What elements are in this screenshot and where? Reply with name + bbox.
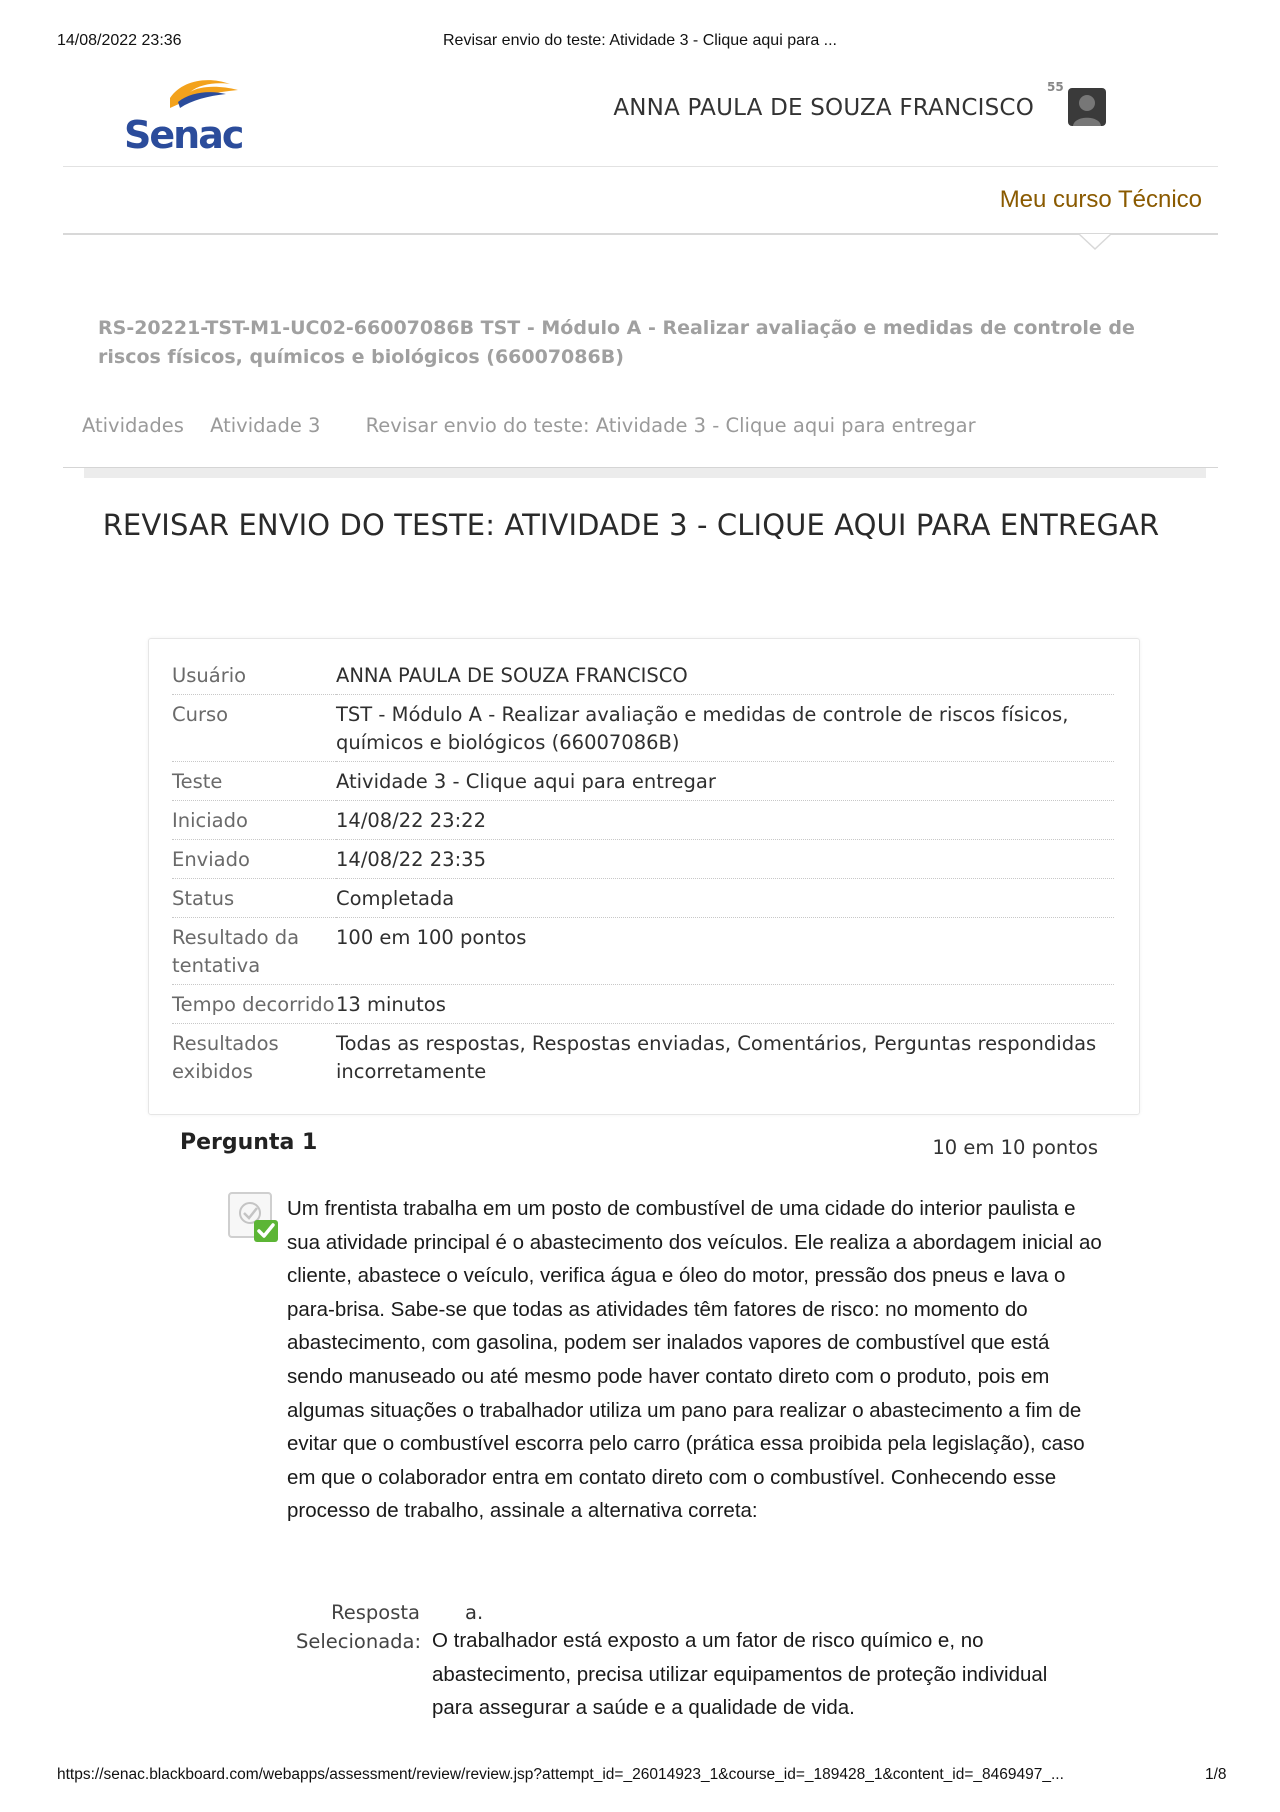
selected-answer-text: O trabalhador está exposto a um fator de risco químico e, no abastecimento, precisa utilizar equipamentos de proteção individual para assegurar a saúde e a qualidade de vida.	[432, 1629, 1048, 1720]
print-page-number: 1/8	[1205, 1766, 1227, 1783]
question-title: Pergunta 1	[180, 1130, 318, 1155]
header-divider	[63, 166, 1218, 167]
detail-value: 13 minutos	[336, 985, 1114, 1024]
print-url: https://senac.blackboard.com/webapps/assessment/review/review.jsp?attempt_id=_26014923_1&course_id=_189428_1&content_id=_8469497_...	[57, 1766, 1064, 1783]
selected-answer-label-text: Resposta Selecionada:	[296, 1601, 422, 1653]
question-points: 10 em 10 pontos	[932, 1136, 1098, 1159]
detail-value: 14/08/22 23:22	[336, 801, 1114, 840]
print-date: 14/08/2022 23:36	[57, 32, 182, 49]
attempt-details-table	[172, 656, 1114, 1090]
detail-label: Teste	[172, 762, 336, 801]
detail-label: Tempo decorrido	[172, 985, 336, 1024]
detail-row-status	[172, 879, 1114, 918]
detail-value: Atividade 3 - Clique aqui para entregar	[336, 762, 1114, 801]
detail-value: ANNA PAULA DE SOUZA FRANCISCO	[336, 656, 1114, 695]
notification-count-badge[interactable]: 55	[1047, 80, 1064, 94]
breadcrumb-item-current: Revisar envio do teste: Atividade 3 - Clique aqui para entregar	[365, 414, 976, 437]
logo-text: Senac	[124, 113, 243, 154]
course-title: RS-20221-TST-M1-UC02-66007086B TST - Módulo A - Realizar avaliação e medidas de controle de riscos físicos, químicos e biológicos (66007086B)	[98, 317, 1135, 368]
detail-value: 100 em 100 pontos	[336, 918, 1114, 985]
page-title: REVISAR ENVIO DO TESTE: ATIVIDADE 3 - CLIQUE AQUI PARA ENTREGAR	[102, 508, 1160, 542]
breadcrumb-shadow-bar	[84, 468, 1206, 478]
detail-label: Usuário	[172, 656, 336, 695]
senac-logo[interactable]	[120, 72, 260, 154]
detail-row-curso	[172, 695, 1114, 762]
detail-label: Status	[172, 879, 336, 918]
breadcrumb	[82, 414, 996, 437]
detail-value: Completada	[336, 879, 1114, 918]
nav-divider	[63, 233, 1218, 235]
detail-row-usuario	[172, 656, 1114, 695]
detail-label: Iniciado	[172, 801, 336, 840]
detail-row-resultado	[172, 918, 1114, 985]
question-text: Um frentista trabalha em um posto de combustível de uma cidade do interior paulista e sua atividade principal é o abastecimento dos veículos. Ele realiza a abordagem inicial ao cliente, abastece o veículo, verifica água e óleo do motor, pressão dos pneus e lava o para-brisa. Sabe-se que todas as atividades têm fatores de risco: no momento do abastecimento, com gasolina, podem ser inalados vapores de combustível que está sendo manuseado ou até mesmo pode haver contato direto com o produto, pois em algumas situações o trabalhador utiliza um pano para realizar o abastecimento a fim de evitar que o combustível escorra pelo carro (prática essa proibida pela legislação), caso em que o colaborador entra em contato direto com o combustível. Conhecendo esse processo de trabalho, assinale a alternativa correta:	[287, 1197, 1102, 1523]
selected-answer-label	[296, 1598, 420, 1656]
breadcrumb-item-atividade-3[interactable]: Atividade 3	[210, 414, 321, 437]
detail-label: Enviado	[172, 840, 336, 879]
attempt-details-panel	[148, 638, 1140, 1115]
user-name[interactable]: ANNA PAULA DE SOUZA FRANCISCO	[613, 95, 1034, 121]
detail-row-iniciado	[172, 801, 1114, 840]
print-page-title: Revisar envio do teste: Atividade 3 - Clique aqui para ...	[443, 32, 837, 49]
detail-label: Curso	[172, 695, 336, 762]
detail-label: Resultado da tentativa	[172, 918, 336, 985]
detail-row-enviado	[172, 840, 1114, 879]
course-menu-link[interactable]: Meu curso Técnico	[999, 186, 1202, 213]
detail-value: Todas as respostas, Respostas enviadas, Comentários, Perguntas respondidas incorretamente	[336, 1032, 1097, 1083]
detail-label: Resultados exibidos	[172, 1032, 279, 1083]
breadcrumb-item-atividades[interactable]: Atividades	[82, 414, 184, 437]
correct-check-icon	[226, 1190, 282, 1246]
detail-value: 14/08/22 23:35	[336, 840, 1114, 879]
detail-row-teste	[172, 762, 1114, 801]
detail-row-tempo	[172, 985, 1114, 1024]
avatar[interactable]	[1068, 88, 1106, 126]
selected-answer-letter: a.	[465, 1601, 484, 1624]
detail-row-resultados-exibidos	[172, 1024, 1114, 1091]
detail-value: TST - Módulo A - Realizar avaliação e medidas de controle de riscos físicos, químicos e biológicos (66007086B)	[336, 695, 1114, 762]
